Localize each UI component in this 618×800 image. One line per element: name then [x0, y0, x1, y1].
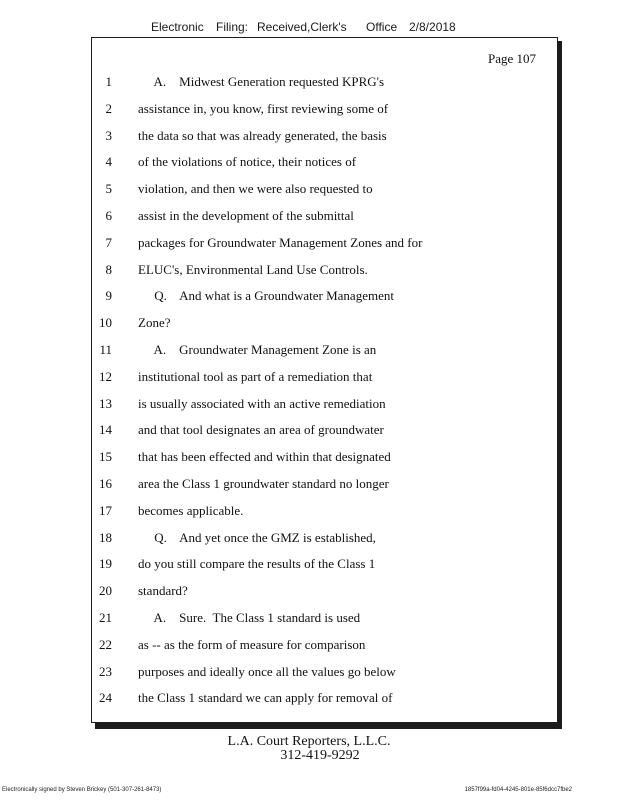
transcript-line: [92, 583, 557, 609]
line-text: Q. And what is a Groundwater Management: [138, 288, 394, 304]
line-text: the data so that was already generated, the basis: [138, 127, 387, 143]
line-text: is usually associated with an active remediation: [138, 395, 386, 411]
transcript-line: [92, 181, 557, 207]
footer-company: L.A. Court Reporters, L.L.C.: [227, 734, 391, 749]
line-number: 4: [105, 154, 112, 170]
line-text: violation, and then we were also requested to: [138, 181, 373, 197]
line-number: 2: [105, 100, 112, 116]
line-number: 6: [105, 208, 112, 223]
line-number: 17: [99, 502, 112, 518]
transcript-line: [92, 396, 557, 422]
transcript-line: [92, 503, 557, 529]
line-text: Zone?: [138, 315, 171, 331]
line-text: A. Midwest Generation requested KPRG's: [138, 74, 385, 89]
line-number: 13: [99, 395, 112, 411]
line-number: 14: [99, 422, 112, 438]
line-number: 1: [105, 74, 112, 89]
transcript-line: [92, 208, 557, 234]
transcript-line: [92, 315, 557, 341]
transcript-line: [92, 154, 557, 180]
line-text: the Class 1 standard we can apply for removal of: [138, 690, 393, 706]
transcript-line: [92, 369, 557, 395]
line-number: 3: [105, 127, 112, 143]
filing-word-received: Received,Clerk's: [257, 20, 347, 34]
line-number: 9: [105, 288, 112, 304]
transcript-line: [92, 422, 557, 448]
line-text: assist in the development of the submittal: [138, 208, 354, 223]
line-text: institutional tool as part of a remediation that: [138, 368, 373, 384]
line-text: standard?: [138, 583, 188, 599]
line-number: 10: [99, 315, 112, 331]
transcript-line: [92, 128, 557, 154]
footer-phone: 312-419-9292: [280, 748, 360, 763]
line-text: ELUC's, Environmental Land Use Controls.: [138, 261, 368, 277]
transcript-line: [92, 449, 557, 475]
line-number: 8: [105, 261, 112, 277]
line-number: 5: [105, 181, 112, 197]
line-text: of the violations of notice, their notices of: [138, 154, 357, 170]
line-number: 7: [105, 234, 112, 250]
line-number: 19: [99, 556, 112, 572]
transcript-line: [92, 610, 557, 636]
line-number: 23: [99, 663, 112, 679]
line-number: 21: [99, 610, 112, 625]
line-number: 22: [99, 636, 112, 652]
filing-word-office: Office: [366, 20, 398, 34]
filing-date: 2/8/2018: [409, 20, 456, 34]
page-number: Page 107: [487, 51, 536, 66]
filing-word-electronic: Electronic: [151, 20, 204, 34]
transcript-line: [92, 235, 557, 261]
transcript-line: [92, 342, 557, 368]
transcript-line: [92, 476, 557, 502]
line-number: 20: [99, 583, 112, 599]
transcript-line: [92, 530, 557, 556]
line-text: purposes and ideally once all the values go below: [138, 663, 396, 679]
line-text: A. Sure. The Class 1 standard is used: [138, 610, 361, 625]
line-number: 12: [99, 368, 112, 384]
transcript-line: [92, 262, 557, 288]
line-text: packages for Groundwater Management Zones and for: [138, 234, 423, 250]
transcript-line: [92, 74, 557, 100]
transcript-line: [92, 556, 557, 582]
line-text: as -- as the form of measure for comparison: [138, 636, 366, 652]
transcript-line: [92, 288, 557, 314]
line-text: do you still compare the results of the Class 1: [138, 556, 376, 572]
line-number: 16: [99, 476, 112, 491]
line-number: 15: [99, 449, 112, 465]
line-text: assistance in, you know, first reviewing some of: [138, 100, 389, 116]
transcript-line: [92, 101, 557, 127]
line-number: 18: [99, 529, 112, 545]
transcript-line: [92, 664, 557, 690]
line-text: A. Groundwater Management Zone is an: [138, 342, 377, 357]
transcript-line: [92, 637, 557, 663]
line-text: becomes applicable.: [138, 502, 244, 518]
line-text: and that tool designates an area of groundwater: [138, 422, 384, 438]
signature-right: 1857f99a-fd04-4245-801e-85f6dcc7fbe2: [464, 787, 572, 793]
line-text: Q. And yet once the GMZ is established,: [138, 529, 376, 545]
signature-left: Electronically signed by Steven Brickey (501-307-261-8473): [2, 787, 162, 793]
line-number: 24: [99, 690, 112, 706]
filing-word-filing: Filing:: [216, 20, 249, 34]
line-text: that has been effected and within that designated: [138, 449, 391, 465]
line-number: 11: [99, 342, 112, 357]
line-text: area the Class 1 groundwater standard no longer: [138, 476, 389, 491]
transcript-line: [92, 690, 557, 716]
transcript-page: [91, 37, 558, 723]
